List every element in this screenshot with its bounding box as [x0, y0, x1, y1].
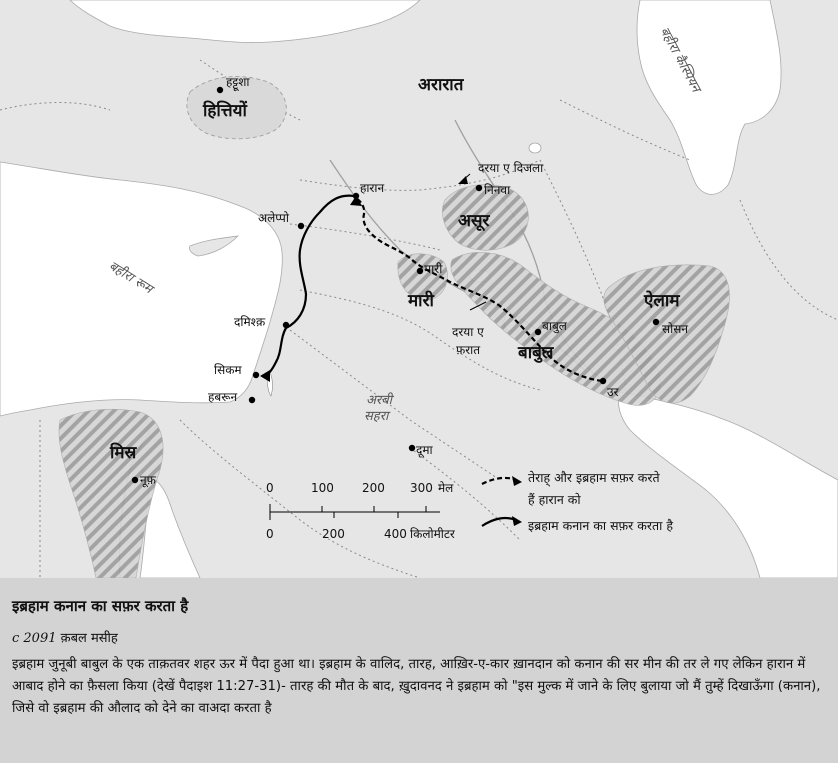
label-ararat: अरारात	[418, 75, 464, 95]
caption-date-year: c 2091	[12, 631, 57, 646]
caption-body: इब्रहाम जुनूबी बाबुल के एक ताक़तवर शहर ऊर में पैदा हुआ था। इब्रहाम के वालिद, तारह, आख़िर-ए-कार ख़ानदान को कनान की सर मीन की तर ले गए लेकिन हारान में आबाद होने का फ़ैसला किया (देखें पैदाइश 11:27-31)- तारह की मौत के बाद, ख़ुदावनद ने इब्रहाम को "इस मुल्क में जाने के लिए बुलाया जो मैं तुम्हें दिखाऊँगा (कनान), जिसे वो इब्रहाम की औलाद को देने का वाअदा करता है	[12, 657, 821, 716]
city-damascus: दमिश्क़	[234, 315, 266, 329]
city-susa: सोसन	[662, 322, 688, 336]
scale-km-400: 400	[384, 527, 407, 541]
label-egypt: मिस्र	[110, 443, 137, 463]
scale-miles-300: 300	[410, 481, 433, 495]
caption-date	[12, 628, 826, 646]
scale-miles-100: 100	[311, 481, 334, 495]
label-arabian-desert-1: अरबी	[366, 393, 393, 408]
label-euphrates-river-2: फ़रात	[456, 343, 481, 357]
label-assyria: असूर	[458, 211, 490, 231]
city-nineveh: निनवा	[484, 183, 511, 197]
scale-km-unit: किलोमीटर	[410, 527, 455, 541]
label-babylonia: बाबुल	[518, 343, 554, 363]
legend-dashed-label-1: तेराह् और इब्रहाम सफ़र करते	[528, 470, 660, 485]
label-caspian-sea: बहीरा कैस्पियन	[656, 24, 704, 95]
scale-miles-unit: मेल	[438, 481, 454, 495]
city-memphis: नूफ़	[140, 473, 156, 487]
city-shechem: सिकम	[214, 363, 242, 377]
caption-date-era: क़बल मसीह	[56, 631, 118, 646]
city-hattusa: हट्टूशा	[226, 75, 250, 89]
label-tigris-river: दरया ए दिजला	[478, 161, 544, 175]
label-mari-region: मारी	[408, 291, 434, 311]
lake	[529, 143, 541, 153]
city-aleppo: अलेप्पो	[258, 211, 289, 225]
city-haran: हारान	[360, 181, 385, 195]
legend-solid-label: इब्रहाम कनान का सफ़र करता है	[528, 518, 673, 533]
city-hebron: हबरून	[208, 390, 238, 404]
scale-km-200: 200	[322, 527, 345, 541]
city-ur: उर	[607, 385, 619, 399]
scale-miles-0: 0	[266, 481, 274, 495]
label-mediterranean-sea: बहीरा रूम	[105, 258, 155, 298]
label-hittites: हित्तियों	[203, 101, 247, 121]
city-mari: मारी	[424, 262, 443, 276]
scale-km-0: 0	[266, 527, 274, 541]
label-euphrates-river-1: दरया ए	[452, 325, 484, 339]
city-babylon: बाबुल	[542, 319, 567, 333]
city-dumah: दूमा	[416, 443, 433, 457]
label-arabian-desert-2: सहरा	[364, 409, 389, 424]
label-elam: ऐलाम	[644, 291, 680, 311]
caption-title: इब्रहाम कनान का सफ़र करता है	[12, 597, 189, 615]
legend-dashed-label-2: हैं हारान को	[528, 492, 581, 507]
scale-miles-200: 200	[362, 481, 385, 495]
caption-panel	[0, 578, 838, 763]
